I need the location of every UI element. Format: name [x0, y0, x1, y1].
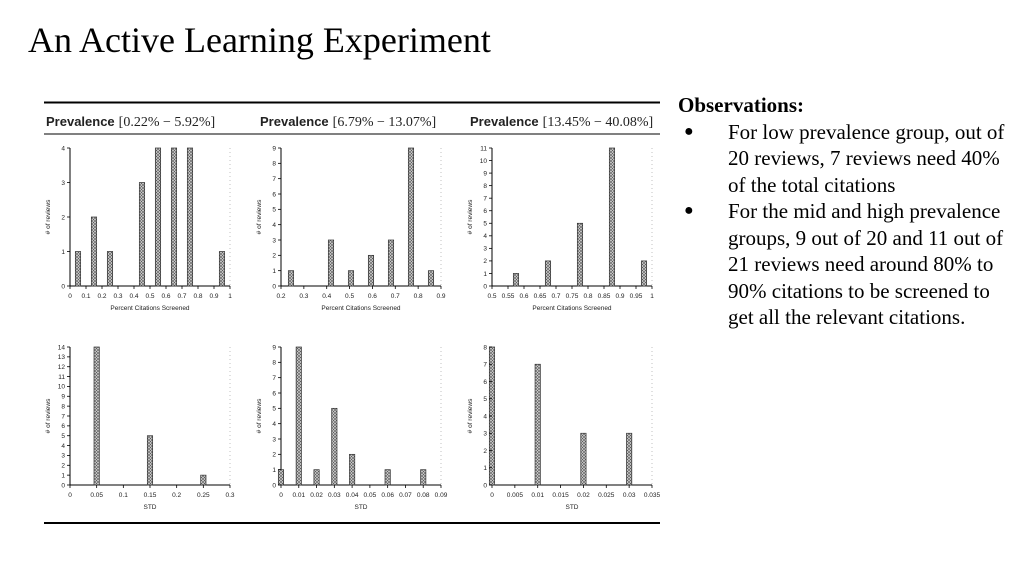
x-tick-label: 1 — [228, 293, 232, 300]
y-tick-label: 5 — [483, 220, 487, 228]
y-tick-label: 14 — [57, 344, 65, 352]
histogram-bar — [388, 240, 393, 286]
y-tick-label: 11 — [58, 373, 65, 381]
x-tick-label: 0.55 — [501, 293, 515, 300]
x-tick-label: 0.6 — [367, 293, 377, 300]
histogram-bar — [278, 470, 283, 485]
x-tick-label: 0.7 — [390, 293, 400, 300]
x-tick-label: 0.025 — [598, 492, 615, 499]
x-tick-label: 0.3 — [225, 492, 235, 499]
y-tick-label: 6 — [483, 378, 487, 386]
x-tick-label: 0.08 — [416, 492, 430, 499]
histogram-panel — [45, 145, 232, 312]
y-tick-label: 6 — [272, 191, 276, 199]
y-tick-label: 4 — [272, 221, 276, 229]
y-axis-label: # of reviews — [467, 199, 474, 235]
histogram-bar — [626, 433, 631, 485]
x-tick-label: 0.15 — [143, 492, 157, 499]
x-tick-label: 0 — [68, 492, 72, 499]
x-tick-label: 0.85 — [597, 293, 611, 300]
histogram-bar — [94, 347, 99, 485]
y-tick-label: 8 — [61, 403, 65, 411]
histogram-bar — [139, 183, 144, 287]
bullet-icon: ● — [684, 122, 694, 140]
x-tick-label: 0.1 — [118, 492, 128, 499]
observations-list — [678, 119, 1018, 331]
histogram-bar — [385, 470, 390, 485]
y-tick-label: 2 — [61, 462, 65, 470]
y-tick-label: 4 — [272, 420, 276, 428]
histogram-bar — [609, 148, 614, 286]
x-tick-label: 0.07 — [399, 492, 412, 499]
histogram-bar — [328, 240, 333, 286]
y-tick-label: 1 — [272, 267, 276, 275]
histogram-bar — [171, 148, 176, 286]
x-tick-label: 0.035 — [643, 492, 660, 499]
x-axis-label: STD — [354, 504, 368, 511]
histogram-bar — [107, 252, 112, 287]
histogram-bar — [535, 364, 540, 485]
histogram-bar — [187, 148, 192, 286]
column-title-range: [0.22% − 5.92%] — [118, 115, 216, 130]
column-title — [260, 114, 436, 130]
histogram-bar — [91, 217, 96, 286]
histogram-panel — [256, 344, 448, 511]
histogram-panel — [467, 145, 654, 312]
histogram-bar — [296, 347, 301, 485]
histogram-bar — [201, 475, 206, 485]
x-axis-label: Percent Citations Screened — [321, 305, 401, 312]
y-tick-label: 0 — [61, 283, 65, 291]
x-tick-label: 0.3 — [299, 293, 309, 300]
histogram-bar — [155, 148, 160, 286]
x-tick-label: 0.05 — [363, 492, 377, 499]
observations-heading: Observations: — [678, 93, 804, 117]
x-tick-label: 0.8 — [413, 293, 423, 300]
y-tick-label: 7 — [272, 175, 276, 183]
x-tick-label: 0 — [490, 492, 494, 499]
x-tick-label: 0.25 — [197, 492, 210, 499]
x-tick-label: 0.4 — [129, 293, 139, 300]
x-axis-label: STD — [565, 504, 579, 511]
y-tick-label: 4 — [61, 145, 65, 153]
x-tick-label: 0.05 — [90, 492, 103, 499]
y-tick-label: 4 — [61, 442, 65, 450]
y-tick-label: 6 — [483, 208, 487, 216]
x-tick-label: 0.4 — [322, 293, 332, 300]
x-tick-label: 0.02 — [577, 492, 590, 499]
y-tick-label: 2 — [272, 451, 276, 459]
y-tick-label: 1 — [61, 472, 65, 480]
y-tick-label: 9 — [272, 344, 276, 352]
x-tick-label: 1 — [650, 293, 654, 300]
x-tick-label: 0.6 — [519, 293, 529, 300]
histogram-bar — [349, 454, 354, 485]
histogram-bar — [513, 273, 518, 286]
y-tick-label: 1 — [272, 466, 276, 474]
x-tick-label: 0.2 — [172, 492, 182, 499]
y-axis-label: # of reviews — [45, 398, 52, 434]
y-tick-label: 11 — [480, 145, 487, 153]
x-tick-label: 0.2 — [97, 293, 107, 300]
x-tick-label: 0.03 — [622, 492, 636, 499]
x-tick-label: 0.5 — [345, 293, 355, 300]
x-tick-label: 0.9 — [615, 293, 625, 300]
y-tick-label: 3 — [483, 430, 487, 438]
histogram-bar — [421, 470, 426, 485]
x-tick-label: 0.3 — [113, 293, 123, 300]
observation-item — [678, 119, 1018, 199]
y-tick-label: 0 — [483, 482, 487, 490]
histogram-bar — [288, 271, 293, 286]
y-tick-label: 8 — [272, 359, 276, 367]
x-tick-label: 0.9 — [209, 293, 219, 300]
bullet-icon: ● — [684, 202, 694, 219]
histogram-bar — [147, 436, 152, 485]
x-tick-label: 0.75 — [565, 293, 579, 300]
x-tick-label: 0.5 — [145, 293, 155, 300]
y-tick-label: 5 — [61, 433, 65, 441]
y-axis-label: # of reviews — [45, 199, 52, 235]
y-tick-label: 6 — [272, 390, 276, 398]
y-tick-label: 10 — [57, 383, 65, 391]
y-tick-label: 3 — [483, 245, 487, 253]
histogram-bar — [545, 261, 550, 286]
x-tick-label: 0.09 — [434, 492, 448, 499]
histogram-panel — [467, 344, 660, 511]
column-title-label: Prevalence — [46, 114, 115, 129]
x-tick-label: 0 — [68, 293, 72, 300]
x-tick-label: 0.01 — [292, 492, 306, 499]
column-title — [470, 114, 653, 130]
column-title-label: Prevalence — [260, 114, 329, 129]
y-tick-label: 3 — [272, 237, 276, 245]
y-tick-label: 0 — [483, 283, 487, 291]
y-tick-label: 8 — [483, 182, 487, 190]
histogram-bar — [581, 433, 586, 485]
y-axis-label: # of reviews — [256, 398, 263, 434]
histogram-bar — [641, 261, 646, 286]
x-tick-label: 0.03 — [328, 492, 341, 499]
y-tick-label: 3 — [272, 436, 276, 444]
x-axis-label: Percent Citations Screened — [532, 305, 612, 312]
x-tick-label: 0.65 — [533, 293, 547, 300]
column-title-range: [6.79% − 13.07%] — [332, 115, 437, 130]
histogram-bar — [348, 271, 353, 286]
histogram-panel — [256, 145, 446, 312]
y-tick-label: 7 — [272, 374, 276, 382]
y-tick-label: 9 — [61, 393, 65, 401]
slide-title: An Active Learning Experiment — [28, 20, 491, 60]
x-axis-label: Percent Citations Screened — [110, 305, 190, 312]
y-tick-label: 1 — [483, 465, 487, 473]
y-tick-label: 0 — [61, 482, 65, 490]
x-tick-label: 0.95 — [629, 293, 643, 300]
x-tick-label: 0.005 — [506, 492, 523, 499]
column-title-range: [13.45% − 40.08%] — [542, 115, 654, 130]
histogram-bar — [314, 470, 319, 485]
histogram-bar — [75, 252, 80, 287]
x-tick-label: 0.04 — [345, 492, 359, 499]
histogram-bar — [408, 148, 413, 286]
y-tick-label: 2 — [272, 252, 276, 260]
histogram-bar — [577, 223, 582, 286]
x-tick-label: 0.7 — [551, 293, 561, 300]
observations-panel — [678, 92, 1018, 331]
y-tick-label: 5 — [272, 405, 276, 413]
histogram-bar — [428, 271, 433, 286]
x-tick-label: 0.1 — [81, 293, 91, 300]
column-title-label: Prevalence — [470, 114, 539, 129]
y-tick-label: 7 — [483, 195, 487, 203]
x-tick-label: 0.7 — [177, 293, 187, 300]
y-tick-label: 2 — [483, 447, 487, 455]
x-tick-label: 0.01 — [531, 492, 545, 499]
x-tick-label: 0.8 — [193, 293, 203, 300]
x-tick-label: 0.6 — [161, 293, 171, 300]
observation-item — [678, 198, 1018, 331]
histogram-bar — [332, 408, 337, 485]
y-tick-label: 8 — [272, 160, 276, 168]
y-tick-label: 12 — [57, 364, 65, 372]
y-tick-label: 5 — [483, 396, 487, 404]
y-tick-label: 6 — [61, 423, 65, 431]
y-tick-label: 9 — [272, 145, 276, 153]
y-tick-label: 8 — [483, 344, 487, 352]
y-tick-label: 3 — [61, 179, 65, 187]
y-axis-label: # of reviews — [256, 199, 263, 235]
observation-text: For low prevalence group, out of 20 reviews, 7 reviews need 40% of the total citations — [728, 119, 1005, 197]
y-tick-label: 7 — [61, 413, 65, 421]
x-axis-label: STD — [143, 504, 157, 511]
y-tick-label: 0 — [272, 482, 276, 490]
x-tick-label: 0.02 — [310, 492, 323, 499]
x-tick-label: 0 — [279, 492, 283, 499]
y-tick-label: 7 — [483, 361, 487, 369]
y-tick-label: 0 — [272, 283, 276, 291]
y-tick-label: 13 — [57, 354, 65, 362]
y-tick-label: 9 — [483, 170, 487, 178]
histogram-panel — [45, 344, 235, 511]
y-tick-label: 4 — [483, 233, 487, 241]
x-tick-label: 0.9 — [436, 293, 446, 300]
x-tick-label: 0.8 — [583, 293, 593, 300]
y-tick-label: 2 — [483, 258, 487, 266]
x-tick-label: 0.5 — [487, 293, 497, 300]
histogram-bar — [219, 252, 224, 287]
y-tick-label: 5 — [272, 206, 276, 214]
histogram-bar — [368, 255, 373, 286]
y-tick-label: 3 — [61, 452, 65, 460]
histogram-figure — [44, 101, 660, 527]
x-tick-label: 0.2 — [276, 293, 286, 300]
y-tick-label: 1 — [61, 248, 65, 256]
y-tick-label: 10 — [479, 157, 487, 165]
x-tick-label: 0.06 — [381, 492, 394, 499]
y-tick-label: 1 — [483, 270, 487, 278]
y-tick-label: 2 — [61, 214, 65, 222]
column-title — [46, 114, 215, 130]
y-axis-label: # of reviews — [467, 398, 474, 434]
y-tick-label: 4 — [483, 413, 487, 421]
x-tick-label: 0.015 — [552, 492, 569, 499]
observation-text: For the mid and high prevalence groups, 9 out of 20 and 11 out of 21 reviews need around 80% to 90% citations to be screened to get all the relevant citations. — [728, 199, 1004, 329]
